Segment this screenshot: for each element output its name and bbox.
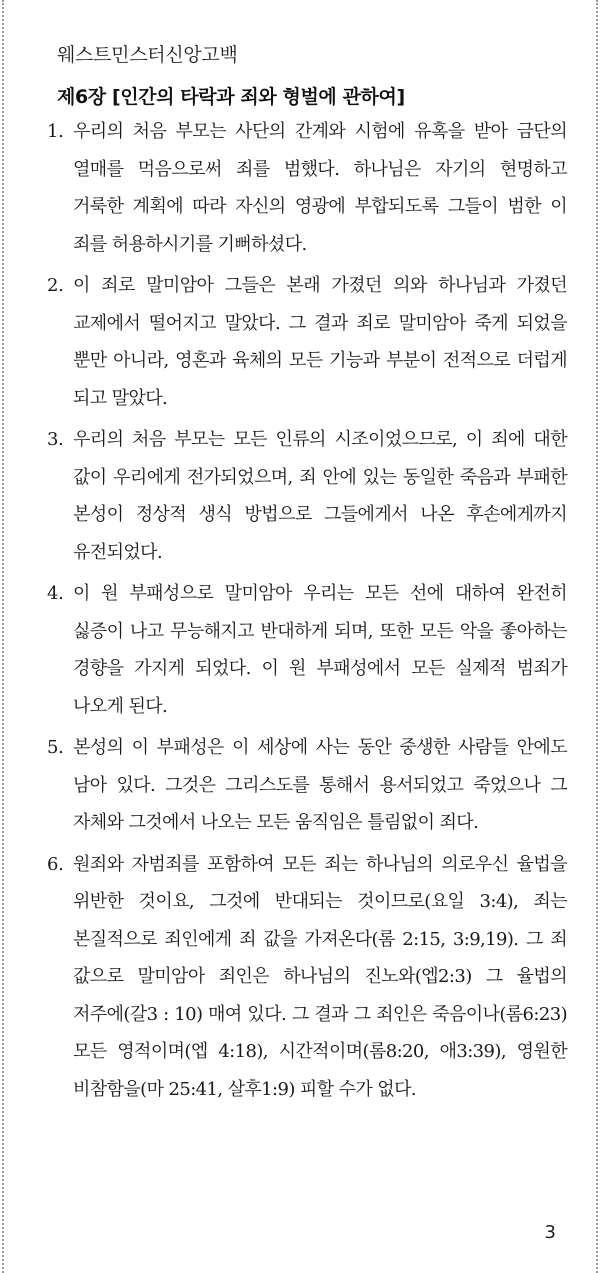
page-border-left: [2, 0, 4, 1273]
article-text: 본성의 이 부패성은 이 세상에 사는 동안 중생한 사람들 안에도 남아 있다. 그것은 그리스도를 통해서 용서되었고 죽었으나 그 자체와 그것에서 나오는 모든 움직임은 틀림없이 죄다.: [73, 737, 567, 833]
document-header: 웨스트민스터신앙고백: [57, 44, 238, 66]
article-number: 3.: [47, 429, 64, 450]
article-text: 우리의 처음 부모는 모든 인류의 시조이었으므로, 이 죄에 대한 값이 우리에게 전가되었으며, 죄 안에 있는 동일한 죽음과 부패한 본성이 정상적 생식 방법으로 그들에게서 나온 후손에게까지 유전되었다.: [73, 429, 567, 563]
article-item-2: [47, 267, 567, 417]
article-item-1: [47, 113, 567, 263]
article-text: 우리의 처음 부모는 사단의 간계와 시험에 유혹을 받아 금단의 열매를 먹음으로써 죄를 범했다. 하나님은 자기의 현명하고 거룩한 계획에 따라 자신의 영광에 부합되도록 그들이 범한 이 죄를 허용하시기를 기뻐하셨다.: [73, 121, 567, 255]
article-item-5: [47, 729, 567, 842]
article-item-3: [47, 421, 567, 571]
article-number: 1.: [47, 121, 64, 142]
page-number: 3: [544, 1222, 556, 1243]
article-text: 이 죄로 말미암아 그들은 본래 가졌던 의와 하나님과 가졌던 교제에서 떨어지고 말았다. 그 결과 죄로 말미암아 죽게 되었을 뿐만 아니라, 영혼과 육체의 모든 기능과 부분이 전적으로 더럽게 되고 말았다.: [73, 275, 567, 409]
article-text: 이 원 부패성으로 말미암아 우리는 모든 선에 대하여 완전히 싫증이 나고 무능해지고 반대하게 되며, 또한 모든 악을 좋아하는 경향을 가지게 되었다. 이 원 부패성에서 모든 실제적 범죄가 나오게 된다.: [73, 583, 567, 717]
article-item-6: [47, 846, 567, 1109]
article-list: [47, 113, 567, 1112]
article-text: 원죄와 자범죄를 포함하여 모든 죄는 하나님의 의로우신 율법을 위반한 것이요, 그것에 반대되는 것이므로(요일 3:4), 죄는 본질적으로 죄인에게 죄 값을 가져온다(롬 2:15, 3:9,19). 그 죄 값으로 말미암아 죄인은 하나님의 진노와(엡2:3) 그 율법의 저주에(갈3 : 10) 매여 있다. 그 결과 그 죄인은 죽음이나(롬6:23) 모든 영적이며(엡 4:18), 시간적이며(롬8:20, 애3:39), 영원한 비참함을(마 25:41, 살후1:9) 피할 수가 없다.: [73, 853, 567, 1100]
article-number: 2.: [47, 275, 64, 296]
article-number: 4.: [47, 583, 64, 604]
article-number: 6.: [47, 853, 64, 875]
article-item-4: [47, 575, 567, 725]
chapter-title: 제6장 [인간의 타락과 죄와 형벌에 관하여]: [57, 86, 405, 108]
page-border-right: [596, 0, 598, 1273]
article-number: 5.: [47, 737, 64, 758]
